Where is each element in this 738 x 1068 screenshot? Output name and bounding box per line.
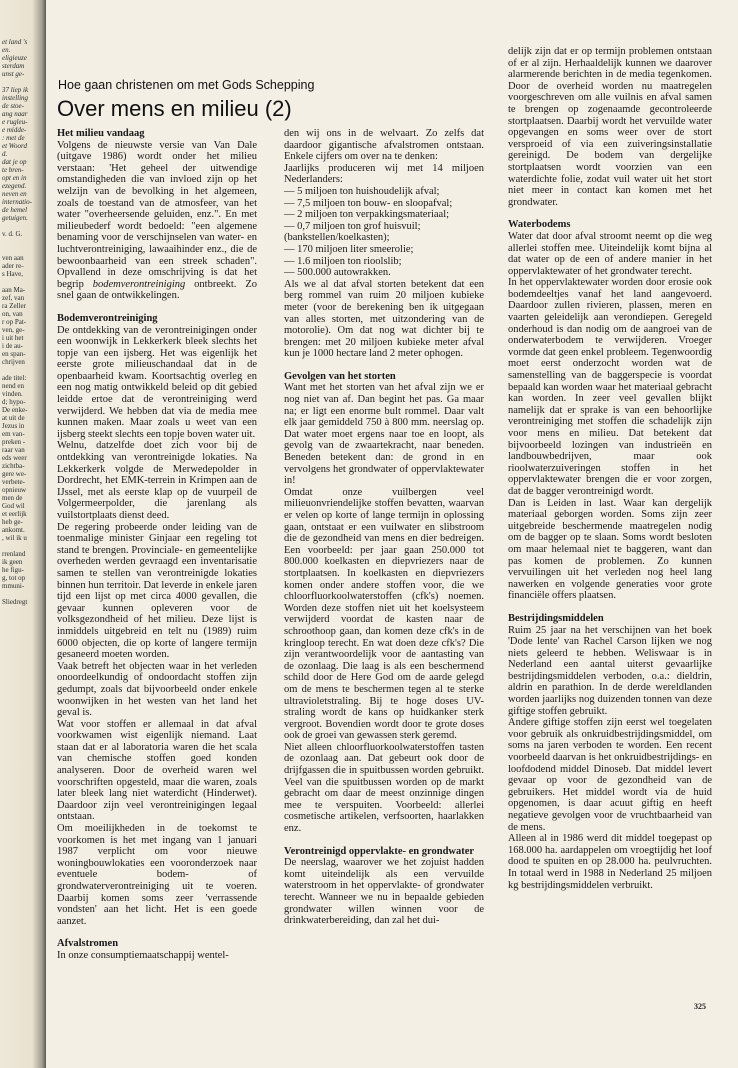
gutter-fragment: ik geen — [2, 558, 23, 566]
emphasis-bodemverontreiniging: bodemverontreiniging — [92, 278, 186, 290]
gutter-fragment: sterdam — [2, 62, 25, 70]
paragraph: Water dat door afval stroomt neemt op die weg allerlei stoffen mee. Uiteindelijk komt bijna al dat water op de een of andere manier in het oppervlaktewater of het grondwater terecht. — [508, 230, 712, 277]
gutter-fragment: neven en — [2, 190, 27, 198]
gutter-fragment: zef, van — [2, 294, 25, 302]
paragraph: Andere giftige stoffen zijn eerst wel toegelaten voor gebruik als onkruidbestrijdingsmiddel, om soms na jaren verboden te worden. Een recent voorbeeld daarvan is het onkruidbestrijdings- en loofdodend middel Dinoseb. Dat middel levert gevaar op voor de gezondheid van de gebruikers. Het middel wordt via de huid opgenomen, is daar acuut giftig en heeft negatieve gevolgen voor de vruchtbaarheid van de mens. — [508, 717, 712, 833]
gutter-fragment: at uit de — [2, 414, 25, 422]
gutter-fragment: e rugleu- — [2, 118, 28, 126]
paragraph: De neerslag, waarover we het zojuist hadden komt uiteindelijk als een vervuilde waterstroom in het oppervlakte- of grondwater terecht. Wanneer we nu in bepaalde gebieden grondwater willen winnen voor de drinkwaterbereiding, dan zal het dui- — [284, 857, 484, 927]
gutter-fragment: he figu- — [2, 566, 24, 574]
gutter-fragment: de hemel — [2, 206, 28, 214]
gutter-fragment: ader re- — [2, 262, 24, 270]
gutter-fragment: ezegend. — [2, 182, 27, 190]
gutter-fragment: nend en — [2, 382, 24, 390]
paragraph: delijk zijn dat er op termijn problemen ontstaan of er al zijn. Herhaaldelijk kunnen we daarover alarmerende berichten in de media tegenkomen. Door de overheid worden nu maatregelen voorgeschreven om alle vuilnis en afval samen te brengen op zogenaamde gecontroleerde stortplaatsen. Daarbij wordt het vervuilde water opgevangen en soms weer over de stort versproeid of via een zuiveringsinstallatie gereinigd. De bodem van dergelijke stortplaatsen wordt voorzien van een waterdichte folie, zodat vuil water uit het stort niet meer in contact kan komen met het grondwater. — [508, 46, 712, 208]
gutter-fragment: v. d. G. — [2, 230, 23, 238]
gutter-fragment: raar van — [2, 446, 25, 454]
gutter-fragment: ade titel: — [2, 374, 27, 382]
gutter-fragment: s Have, — [2, 270, 23, 278]
gutter-fragment: men de — [2, 494, 23, 502]
list-item: — 170 miljoen liter smeerolie; — [284, 243, 414, 255]
heading-bestrijdingsmiddelen: Bestrijdingsmiddelen — [508, 612, 604, 624]
gutter-fragment: en span- — [2, 350, 26, 358]
page-number: 325 — [694, 1002, 706, 1011]
gutter-fragment: ven, ge- — [2, 326, 25, 334]
gutter-fragment — [2, 222, 44, 230]
gutter-fragment: getuigen. — [2, 214, 28, 222]
gutter-fragment: De enke- — [2, 406, 28, 414]
gutter-fragment: em van- — [2, 430, 25, 438]
paragraph: Welnu, datzelfde doet zich voor bij de ontdekking van verontreinigde lokaties. Na Lekkerkerk volgde de Merwedepolder in Dordrecht, het EMK-terrein in Krimpen aan de IJssel, met als eerste klap op de vuurpeil de Volgermeerpolder, die jarenlang als vuilstortplaats dienst deed. — [57, 440, 257, 521]
article-kicker: Hoe gaan christenen om met Gods Schepping — [58, 78, 315, 92]
paragraph: Jaarlijks produceren wij met 14 miljoen Nederlanders: — [284, 162, 484, 186]
gutter-fragment: ang naar — [2, 110, 28, 118]
gutter-fragment: instelling — [2, 94, 29, 102]
gutter-text-fragments — [2, 38, 44, 606]
list-item: — 0,7 miljoen ton grof huisvuil; (bankstellen/koelkasten); — [284, 220, 421, 244]
paragraph: In het oppervlaktewater worden door erosie ook bodemdeeltjes vanaf het land aangevoerd. Daardoor zullen rivieren, plassen, meren en vaarten geleidelijk aan verondiepen. Geregeld onderhoud is dan nodig om de aangroei van de onderwaterbodem te verwijderen. Vroeger vormde dat geen enkel probleem. Tegenwoordig moet eerst onderzocht worden wat de samenstelling van de baggerspecie is voordat bepaald kan worden waar het materiaal gebracht kan worden. In zeer veel gevallen blijkt namelijk dat er sprake is van een behoorlijke verontreiniging met stoffen die schadelijk zijn voor mens en milieu. Dat betekent dat bijvoorbeeld lozingen van industrieën en landbouwbedrijven, maar ook rioolwaterzuiveringen stoffen in het oppervlaktewater brengen die er voor zorgen, dat de bagger verontreinigd wordt. — [508, 277, 712, 497]
list-item: — 2 miljoen ton verpakkingsmateriaal; — [284, 209, 450, 221]
gutter-fragment: eds weer — [2, 454, 27, 462]
gutter-fragment: chrijven — [2, 358, 25, 366]
paragraph: Alleen al in 1986 werd dit middel toegepast op 168.000 ha. aardappelen om vroegtijdig het loof dood te spuiten en op 28.000 ha. peulvruchten. In totaal werd in 1988 in Nederland 25 miljoen kg bestrijdingsmiddelen verbruikt. — [508, 833, 712, 891]
gutter-fragment: zichtba- — [2, 462, 25, 470]
gutter-fragment — [2, 278, 44, 286]
gutter-fragment: d; hypo- — [2, 398, 26, 406]
gutter-fragment: vinden. — [2, 390, 23, 398]
gutter-fragment: heb ge- — [2, 518, 23, 526]
gutter-fragment: i uit het — [2, 334, 24, 342]
gutter-fragment: eligieuze — [2, 54, 27, 62]
heading-waterbodems: Waterbodems — [508, 219, 571, 231]
paragraph: Als we al dat afval storten betekent dat een berg rommel van ruim 20 miljoen kubieke meter (voor de berekening ben ik uitgegaan van alles storten, met uitzondering van de motorolie). Om dat nog wat dichter bij te brengen: met 20 miljoen kubieke meter afval kun je 1000 hectare land 2 meter ophogen. — [284, 278, 484, 360]
gutter-fragment: e midde- — [2, 126, 27, 134]
heading-afvalstromen: Afvalstromen — [57, 938, 119, 950]
paragraph: Wat voor stoffen er allemaal in dat afval voorkwamen wist eigenlijk niemand. Laat staan dat er al laboratoria waren die het scala van chemische stoffen goed konden analyseren. Door de overheid waren wel voorschriften opgesteld, maar die waren, zoals later bleek lang niet waterdicht (Hinderwet). Daardoor zijn veel verontreinigingen legaal ontstaan. — [57, 718, 257, 823]
gutter-fragment — [2, 366, 44, 374]
gutter-fragment: God wil — [2, 502, 25, 510]
waste-figures-list — [284, 186, 484, 279]
heading-het-milieu-vandaag: Het milieu vandaag — [57, 128, 145, 139]
list-item: — 5 miljoen ton huishoudelijk afval; — [284, 185, 440, 197]
paragraph: Ruim 25 jaar na het verschijnen van het boek 'Dode lente' van Rachel Carson lijken we nog niets geleerd te hebben. Weliswaar is in Nederland een aantal uiterst gevaarlijke bestrijdingsmiddelen verboden, o.a.: dieldrin, aldrin en parathion. In de derde wereldlanden worden jaarlijks nog duizenden tonnen van deze giftige stoffen gebruikt. — [508, 624, 712, 717]
gutter-fragment: d. — [2, 150, 8, 158]
gutter-fragment: Sliedregt — [2, 598, 28, 606]
gutter-fragment — [2, 246, 44, 254]
gutter-fragment: verbete- — [2, 478, 25, 486]
column-3 — [508, 46, 712, 891]
list-item: — 500.000 autowrakken. — [284, 267, 391, 279]
list-item: — 7,5 miljoen ton bouw- en sloopafval; — [284, 197, 453, 209]
gutter-fragment: unst ge- — [2, 70, 25, 78]
gutter-fragment: en. — [2, 46, 11, 54]
gutter-fragment: rrenland — [2, 550, 26, 558]
gutter-fragment: aan Ma- — [2, 286, 26, 294]
gutter-fragment: de stoe- — [2, 102, 24, 110]
gutter-fragment: gere we- — [2, 470, 27, 478]
paragraph: Niet alleen chloorfluorkoolwaterstoffen tasten de ozonlaag aan. Dat gebeurt ook door de drijfgassen die in spuitbussen worden gebruikt. Veel van die spuitbussen worden op de markt gebracht om daar de meest onzinnige dingen mee te verspuiten. Voorbeeld: allerlei cosmetische artikelen, verfsoorten, haarlakken enz. — [284, 741, 484, 835]
article-title: Over mens en milieu (2) — [57, 96, 292, 121]
paragraph-text: ontbreekt. Zo snel gaan de ontwikkelingen. — [57, 278, 257, 302]
gutter-fragment: , wil ik u — [2, 534, 27, 542]
gutter-fragment: ra Zeller — [2, 302, 26, 310]
paragraph: De ontdekking van de verontreinigingen onder een woonwijk in Lekkerkerk bleek slechts het topje van een ijsberg. Het was eigenlijk het eerste grote milieuschandaal dat in de openbaarheid kwam. Koortsachtig overleg en een nog matig ontwikkeld beleid op dit gebied leidde ertoe dat de verontreiniging werd verwijderd. We hebben dat via de media mee kunnen maken. Maar zoals u weet van een ijsberg steekt slechts een topje boven water uit. — [57, 324, 257, 440]
paragraph: Want met het storten van het afval zijn we er nog niet van af. Dan begint het pas. Ga maar na; er ligt een enorme bult rommel. Daar valt elk jaar gemiddeld 750 à 800 mm. neerslag op. Dat water moet ergens naar toe en loopt, als gevolg van de zwaartekracht, naar beneden. Beneden betekent dan: de grond in en vervolgens het grondwater of oppervlaktewater in! — [284, 382, 484, 487]
gutter-fragment: 37 liep ik — [2, 86, 29, 94]
gutter-fragment — [2, 590, 44, 598]
gutter-fragment: opt en in — [2, 174, 27, 182]
gutter-fragment: internatio- — [2, 198, 32, 206]
gutter-fragment — [2, 542, 44, 550]
paragraph: Vaak betreft het objecten waar in het verleden onoordeelkundig of ondoordacht stoffen zijn gedumpt, zoals dat bijvoorbeeld onder enkele woonwijken in het westen van het land het geval is. — [57, 660, 257, 719]
list-item: — 1.6 miljoen ton rioolslib; — [284, 255, 402, 267]
paragraph: Dan is Leiden in last. Waar kan dergelijk materiaal geborgen worden. Soms zijn zeer uitgebreide beschermende maatregelen nodig om de bagger op te slaan. Soms wordt besloten om maar helemaal niet te baggeren, want dan pas komen de problemen. Zo kunnen vervuilingen uit het verleden nog heel lang nawerken en volgende generaties voor grote financiële offers plaatsen. — [508, 497, 712, 602]
paragraph: Omdat onze vuilbergen veel milieuonvriendelijke stoffen bevatten, waarvan er velen op korte of lange termijn in oplossing gaan, ontstaat er een vuilwater en slibstroom die de gezondheid van mens en dier bedreigen. Een voorbeeld: per jaar gaan 250.000 tot 800.000 koelkasten en diepvriezers naar de stortplaatsen. In koelkasten en diepvriezers komen onder andere stoffen voor, die we chloorfluorkoolwaterstoffen (cfk's) noemen. Worden deze stoffen niet uit het koelsysteem verwijderd voordat de kasten naar de schroothoop gaan, dan komen deze cfk's in de kringloop terecht. En wat doen deze cfk's? Die zijn verantwoordelijk voor de aantasting van de ozonlaag. Die laag is als een beschermend schild door de Here God om de aarde gelegd om de mens te beschermen tegen al te sterke ultravioletstraling. Bij te hoge doses UV-straling wordt de kans op huidkanker sterk vergroot. Bovendien wordt door te grote doses ook de groei van gewassen sterk geremd. — [284, 486, 484, 742]
gutter-fragment: g, tot op — [2, 574, 26, 582]
gutter-fragment: ankomt. — [2, 526, 25, 534]
previous-page-gutter — [0, 0, 46, 1068]
column-1 — [57, 128, 257, 962]
gutter-fragment: Jezus in — [2, 422, 25, 430]
paragraph: Om moeilijkheden in de toekomst te voorkomen is het met ingang van 1 januari 1987 verplicht om voor nieuwe woningbouwlokaties een vooronderzoek naar eventuele bodem- of grondwaterverontreiniging uit te voeren. Daarbij komen soms zeer 'verrassende vondsten' aan het licht. Het is een goede aanzet. — [57, 823, 257, 927]
gutter-fragment — [2, 78, 44, 86]
paragraph: De regering probeerde onder leiding van de toenmalige minister Ginjaar een regeling tot stand te brengen. Provinciale- en gemeentelijke overheden werden gevraagd een inventarisatie samen te stellen van verontreinigde lokaties binnen hun territoir. Dat leverde in enkele jaren tijd een lijst op met circa 4000 gevallen, die gevaar kunnen opleveren voor de volksgezondheid of het milieu. Deze lijst is inmiddels uitgebreid en telt nu (1989) ruim 6000 objecten, die op korte of langere termijn gesaneerd moeten worden. — [57, 521, 257, 661]
gutter-fragment: et Woord — [2, 142, 27, 150]
paragraph-text: Volgens de nieuwste versie van Van Dale (uitgave 1986) wordt onder het milieu verstaan: 'Het geheel der uitwendige omstandigheden die van invloed zijn op het welzijn van de bevolking in het algemeen, zoals de toestand van de atmosfeer, van het water "overheersende geluiden, enz.". En met milieubederf wordt bedoeld: "een algemene benaming voor de verschijnselen van water- en luchtverontreiniging, lawaaihinder enz., die de bewoonbaarheid van een streek schaden". Opvallend in deze omschrijving is dat het begrip — [57, 139, 257, 290]
gutter-fragment: on, van — [2, 310, 23, 318]
paragraph: den wij ons in de welvaart. Zo zelfs dat daardoor gigantische afvalstromen ontstaan. Enkele cijfers om over na te denken: — [284, 128, 484, 163]
gutter-fragment — [2, 238, 44, 246]
column-2 — [284, 128, 484, 927]
paragraph — [57, 140, 257, 302]
gutter-fragment: mmuni- — [2, 582, 25, 590]
gutter-fragment: ven aan — [2, 254, 24, 262]
gutter-fragment: te bren- — [2, 166, 24, 174]
heading-verontreinigd-water: Verontreinigd oppervlakte- en grondwater — [284, 845, 475, 857]
paragraph: In onze consumptiemaatschappij wentel- — [57, 949, 229, 961]
gutter-fragment: i de au- — [2, 342, 23, 350]
gutter-fragment: et land 's — [2, 38, 28, 46]
gutter-fragment: et eerlijk — [2, 510, 27, 518]
gutter-fragment: dat je op — [2, 158, 27, 166]
heading-bodemverontreiniging: Bodemverontreiniging — [57, 312, 158, 324]
gutter-fragment: opnieuw — [2, 486, 27, 494]
heading-gevolgen-van-het-storten: Gevolgen van het storten — [284, 370, 396, 382]
gutter-fragment: preken - — [2, 438, 26, 446]
gutter-fragment: : met de — [2, 134, 25, 142]
gutter-fragment: r op Pat- — [2, 318, 27, 326]
